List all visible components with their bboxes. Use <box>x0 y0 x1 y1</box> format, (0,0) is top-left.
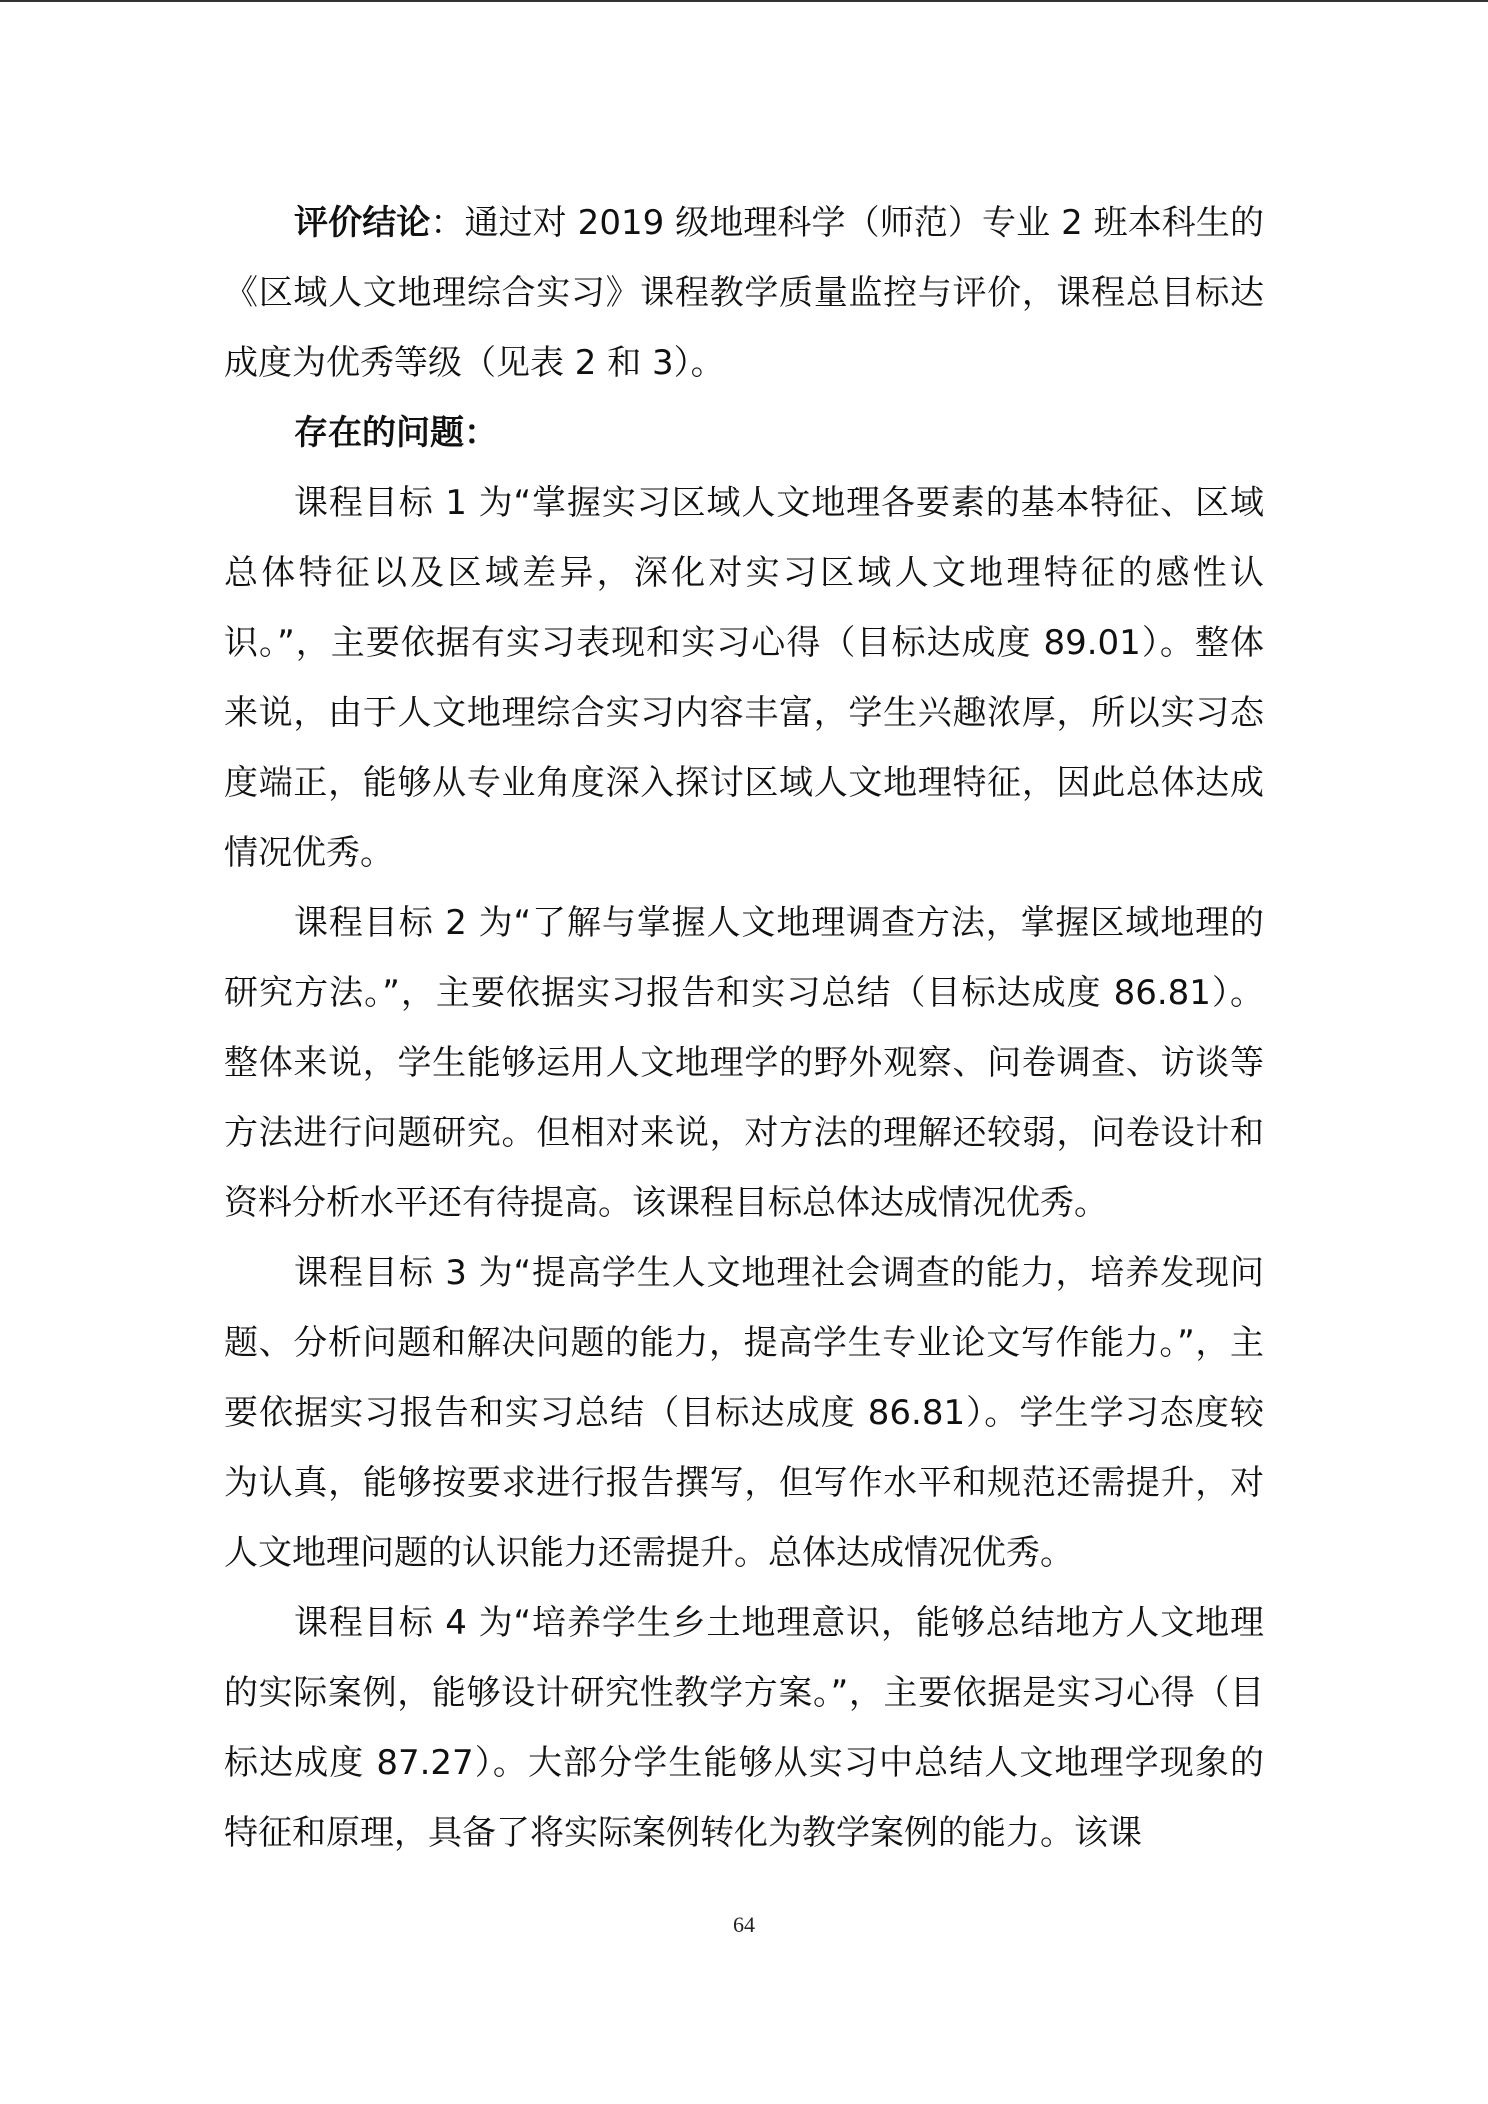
page-number: 64 <box>733 1912 755 1937</box>
goal-4-paragraph: 课程目标 4 为“培养学生乡土地理意识，能够总结地方人文地理的实际案例，能够设计研究性教学方案。”，主要依据是实习心得（目标达成度 87.27）。大部分学生能够从实习中总结人文地理学现象的特征和原理，具备了将实际案例转化为教学案例的能力。该课 <box>224 1603 1264 1853</box>
goal-1-paragraph: 课程目标 1 为“掌握实习区域人文地理各要素的基本特征、区域总体特征以及区域差异，深化对实习区域人文地理特征的感性认识。”，主要依据有实习表现和实习心得（目标达成度 89.01）。整体来说，由于人文地理综合实习内容丰富，学生兴趣浓厚，所以实习态度端正，能够从专业角度深入探讨区域人文地理特征，因此总体达成情况优秀。 <box>224 483 1264 873</box>
conclusion-label: 评价结论 <box>294 203 431 243</box>
goal-3-paragraph: 课程目标 3 为“提高学生人文地理社会调查的能力，培养发现问题、分析问题和解决问题的能力，提高学生专业论文写作能力。”，主要依据实习报告和实习总结（目标达成度 86.81）。学生学习态度较为认真，能够按要求进行报告撰写，但写作水平和规范还需提升，对人文地理问题的认识能力还需提升。总体达成情况优秀。 <box>224 1253 1264 1573</box>
conclusion-paragraph <box>224 188 1264 398</box>
problems-heading: 存在的问题： <box>294 413 498 453</box>
goal-2-paragraph: 课程目标 2 为“了解与掌握人文地理调查方法，掌握区域地理的研究方法。”，主要依据实习报告和实习总结（目标达成度 86.81）。整体来说，学生能够运用人文地理学的野外观察、问卷调查、访谈等方法进行问题研究。但相对来说，对方法的理解还较弱，问卷设计和资料分析水平还有待提高。该课程目标总体达成情况优秀。 <box>224 903 1264 1223</box>
page-body <box>224 188 1264 1868</box>
top-border-line <box>0 0 1488 2</box>
conclusion-text: ：通过对 2019 级地理科学（师范）专业 2 班本科生的《区域人文地理综合实习》课程教学质量监控与评价，课程总目标达成度为优秀等级（见表 2 和 3）。 <box>224 203 1265 383</box>
